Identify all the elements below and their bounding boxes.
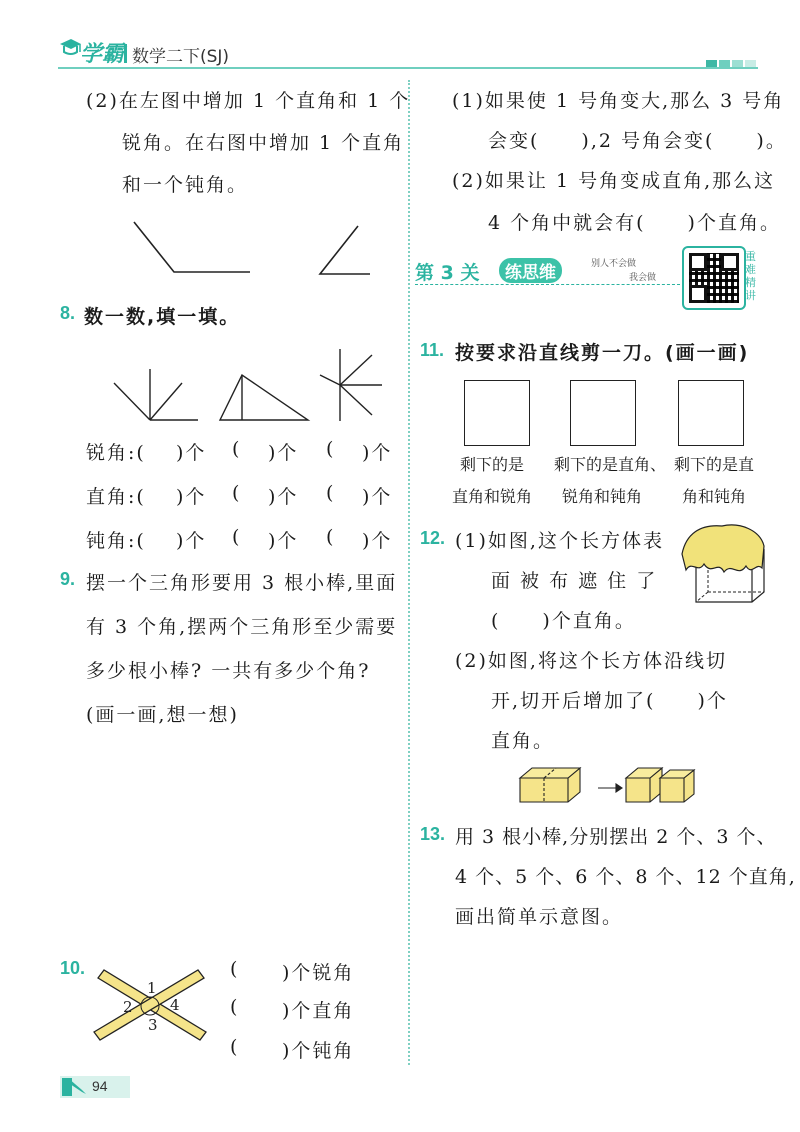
angle-label-2: 2 bbox=[123, 998, 133, 1016]
q10-obtuse-open: ( bbox=[230, 1036, 240, 1058]
level-badge: 练思维 bbox=[499, 258, 562, 283]
left-obtuse-angle bbox=[134, 222, 250, 272]
cloth-cover bbox=[682, 525, 764, 572]
ray-bundle bbox=[320, 349, 382, 421]
brand-logo: 学霸 bbox=[80, 42, 125, 67]
q10-cont-line-1: (1)如果使 1 号角变大,那么 3 号角 bbox=[452, 90, 785, 112]
q10-obtuse-close: )个钝角 bbox=[282, 1040, 355, 1062]
level-3-banner bbox=[415, 258, 680, 282]
row-obtuse-c3: )个 bbox=[268, 530, 299, 552]
q9-line-1: 摆一个三角形要用 3 根小棒,里面 bbox=[86, 572, 398, 594]
slogan-1: 别人不会做 bbox=[591, 259, 637, 269]
page-footer bbox=[60, 1076, 130, 1098]
q9-line-2: 有 3 个角,摆两个三角形至少需要 bbox=[86, 616, 398, 638]
q12-p2-line-1: (2)如图,将这个长方体沿线切 bbox=[455, 650, 727, 672]
cut-square-2[interactable] bbox=[570, 380, 636, 446]
row-acute-label: 锐角:( bbox=[86, 442, 146, 464]
q8-number: 8. bbox=[60, 303, 76, 323]
column-divider bbox=[408, 80, 410, 1065]
q10-right-close: )个直角 bbox=[282, 1000, 355, 1022]
q10-right-open: ( bbox=[230, 996, 240, 1018]
triangle-with-altitude bbox=[220, 375, 308, 420]
cut-cuboid-figure bbox=[516, 766, 696, 806]
row-acute-c5: )个 bbox=[362, 442, 393, 464]
row-right-c1: )个 bbox=[176, 486, 207, 508]
fan-of-rays bbox=[114, 369, 198, 420]
caption-1-line-2: 直角和锐角 bbox=[452, 487, 533, 506]
caption-2-line-1: 剩下的是直角、 bbox=[554, 455, 667, 474]
caption-1-line-1: 剩下的是 bbox=[460, 455, 525, 474]
row-right-c4: ( bbox=[326, 482, 336, 504]
q13-line-2: 4 个、5 个、6 个、8 个、12 个直角, bbox=[455, 866, 796, 888]
graduation-cap-icon bbox=[58, 36, 82, 58]
book-title: 数学二下(SJ) bbox=[132, 47, 230, 67]
row-obtuse-label: 钝角:( bbox=[86, 530, 146, 552]
angle-label-3: 3 bbox=[148, 1016, 158, 1034]
q12-number: 12. bbox=[420, 528, 446, 548]
brand-separator bbox=[124, 44, 127, 63]
row-right-c2: ( bbox=[232, 482, 242, 504]
q10-cont-line-4: 4 个角中就会有( )个直角。 bbox=[488, 212, 781, 234]
row-right-c5: )个 bbox=[362, 486, 393, 508]
row-obtuse-c4: ( bbox=[326, 526, 336, 548]
q12-p1-line-1: (1)如图,这个长方体表 bbox=[455, 530, 664, 552]
header-rule bbox=[58, 67, 758, 69]
q7-2-line-1: (2)在左图中增加 1 个直角和 1 个 bbox=[86, 90, 411, 112]
q10-acute-open: ( bbox=[230, 958, 240, 980]
q10-crossing-sticks bbox=[90, 966, 210, 1046]
q11-number: 11. bbox=[420, 340, 445, 360]
covered-cuboid-figure bbox=[678, 520, 768, 612]
q13-number: 13. bbox=[420, 824, 446, 844]
q7-2-line-2: 锐角。在右图中增加 1 个直角 bbox=[122, 132, 405, 154]
caption-3-line-1: 剩下的是直 bbox=[674, 455, 755, 474]
q8-title: 数一数,填一填。 bbox=[84, 306, 241, 328]
row-right-c3: )个 bbox=[268, 486, 299, 508]
q9-number: 9. bbox=[60, 569, 76, 589]
row-acute-c1: )个 bbox=[176, 442, 207, 464]
qr-code-icon[interactable] bbox=[682, 246, 746, 310]
q10-cont-line-2: 会变( ),2 号角会变( )。 bbox=[488, 130, 787, 152]
angle-label-1: 1 bbox=[147, 979, 157, 997]
q9-line-4: (画一画,想一想) bbox=[86, 704, 239, 726]
row-acute-c4: ( bbox=[326, 438, 336, 460]
q12-p1-line-3: ( )个直角。 bbox=[491, 610, 636, 632]
q12-p1-line-2: 面 被 布 遮 住 了 bbox=[491, 570, 658, 592]
q10-cont-line-3: (2)如果让 1 号角变成直角,那么这 bbox=[452, 170, 776, 192]
row-right-label: 直角:( bbox=[86, 486, 146, 508]
q7-angle-figures bbox=[120, 218, 370, 282]
q13-line-3: 画出简单示意图。 bbox=[455, 906, 624, 928]
right-acute-angle bbox=[320, 226, 370, 274]
q13-line-1: 用 3 根小棒,分别摆出 2 个、3 个、 bbox=[455, 826, 777, 848]
qr-side-label: 重难精讲 bbox=[745, 250, 756, 302]
q10-acute-close: )个锐角 bbox=[282, 962, 355, 984]
slogan-2: 我会做 bbox=[629, 273, 657, 283]
q7-2-line-3: 和一个钝角。 bbox=[122, 174, 249, 196]
q9-line-3: 多少根小棒? 一共有多少个角? bbox=[86, 660, 371, 682]
q12-p2-line-3: 直角。 bbox=[491, 730, 555, 752]
page-header bbox=[0, 0, 800, 75]
row-obtuse-c2: ( bbox=[232, 526, 242, 548]
row-acute-c2: ( bbox=[232, 438, 242, 460]
cut-square-1[interactable] bbox=[464, 380, 530, 446]
q8-count-figures bbox=[110, 345, 390, 425]
header-decor-squares bbox=[706, 52, 756, 71]
row-acute-c3: )个 bbox=[268, 442, 299, 464]
page-number: 94 bbox=[92, 1078, 108, 1094]
q12-p2-line-2: 开,切开后增加了( )个 bbox=[491, 690, 728, 712]
row-obtuse-c1: )个 bbox=[176, 530, 207, 552]
pencil-icon bbox=[62, 1078, 88, 1096]
caption-2-line-2: 锐角和钝角 bbox=[562, 487, 643, 506]
q10-number: 10. bbox=[60, 958, 86, 978]
cut-square-3[interactable] bbox=[678, 380, 744, 446]
row-obtuse-c5: )个 bbox=[362, 530, 393, 552]
level-title: 第 3 关 bbox=[415, 262, 480, 284]
q11-title: 按要求沿直线剪一刀。(画一画) bbox=[455, 342, 750, 364]
angle-label-4: 4 bbox=[170, 996, 180, 1014]
caption-3-line-2: 角和钝角 bbox=[682, 487, 747, 506]
